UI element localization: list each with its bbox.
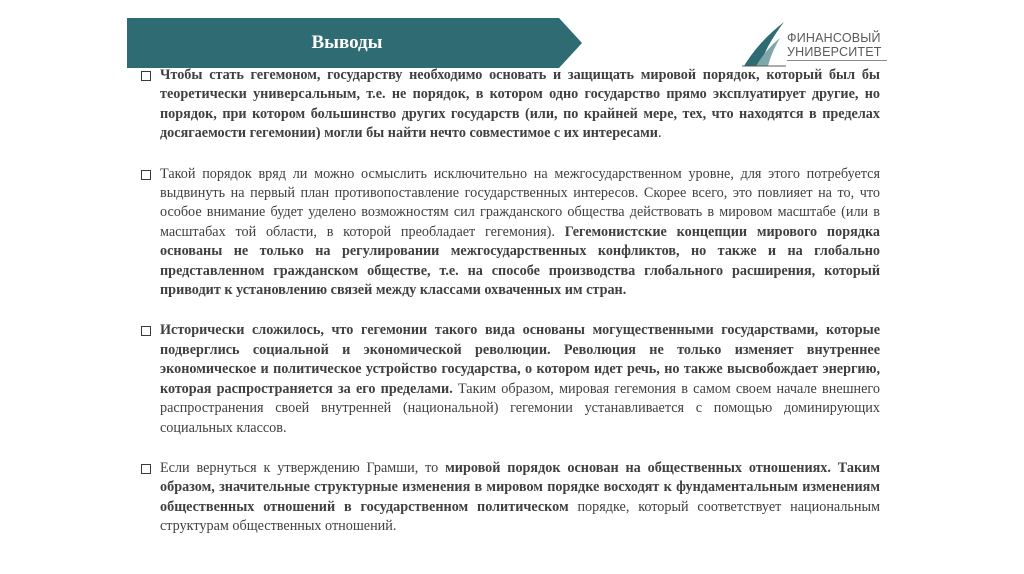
checkbox-bullet-icon [141,71,151,81]
list-item [140,66,880,144]
logo-text-line1: ФИНАНСОВЫЙ [787,31,881,45]
paragraph-text-segment: Таким образом, мировая гегемония в самом своем начале внешнего распространения своей внутренней (национальной) гегемонии устанавливается с помощью доминирующих социальных классов. [160,380,880,436]
logo-divider [787,60,887,61]
checkbox-bullet-icon [141,170,151,180]
list-item [140,165,880,301]
paragraph-text-segment: Гегемонистские концепции мирового порядка основаны не только на регулировании межгосударственных конфликтов, но также и на глобально представленном гражданском обществе, т.е. на способе производства глобального расширения, который приводит к установлению связей между классами охваченных им стран. [160,223,880,299]
list-item [140,459,880,537]
logo-text-line2: УНИВЕРСИТЕТ [787,45,882,59]
title-banner [127,18,582,68]
page-title: Выводы [311,32,383,53]
checkbox-bullet-icon [141,464,151,474]
list-item [140,321,880,437]
paragraph-text-segment: Исторически сложилось, что гегемонии такого вида основаны могущественными государствами, которые подверглись социальной и экономической революции. Революция не только изменяет внутреннее экономическое и политическое устройство государства, о котором идет речь, но также высвобождает энергию, которая распространяется за его пределами. [160,322,880,397]
university-logo [740,20,890,68]
paragraph-text-segment: Если вернуться к утверждению Грамши, то [160,459,446,476]
paragraph-text-segment: . [657,125,662,142]
conclusions-list [140,66,880,558]
paragraph-text-segment: Чтобы стать гегемоном, государству необходимо основать и защищать мировой порядок, который был бы теоретически универсальным, т.е. не порядок, в котором одно государство прямо эксплуатирует другие, но порядок, при котором большинство других государств (или, по крайней мере, тех, что находятся в пределах досягаемости гегемонии) могли бы найти нечто совместимое с их интересами [160,67,880,142]
checkbox-bullet-icon [141,326,151,336]
paragraph-text-segment: Такой порядок вряд ли можно осмыслить исключительно на межгосударственном уровне, для этого потребуется выдвинуть на первый план противопоставление государственных интересов. Скорее всего, это повлияет на то, что особое внимание будет уделено возможностям сил гражданского общества действовать в мировом масштабе (или в масштабах той области, в которой преобладает гегемония). [160,165,880,240]
paragraph-text-segment: порядке, который соответствует национальным структурам общественных отношений. [160,498,880,535]
logo-emblem-icon [740,20,788,68]
paragraph-text-segment: мировой порядок основан на общественных отношениях. Таким образом, значительные структурные изменения в мировом порядке восходят к фундаментальным изменениям общественных отношений в государственном политическом [160,459,881,515]
